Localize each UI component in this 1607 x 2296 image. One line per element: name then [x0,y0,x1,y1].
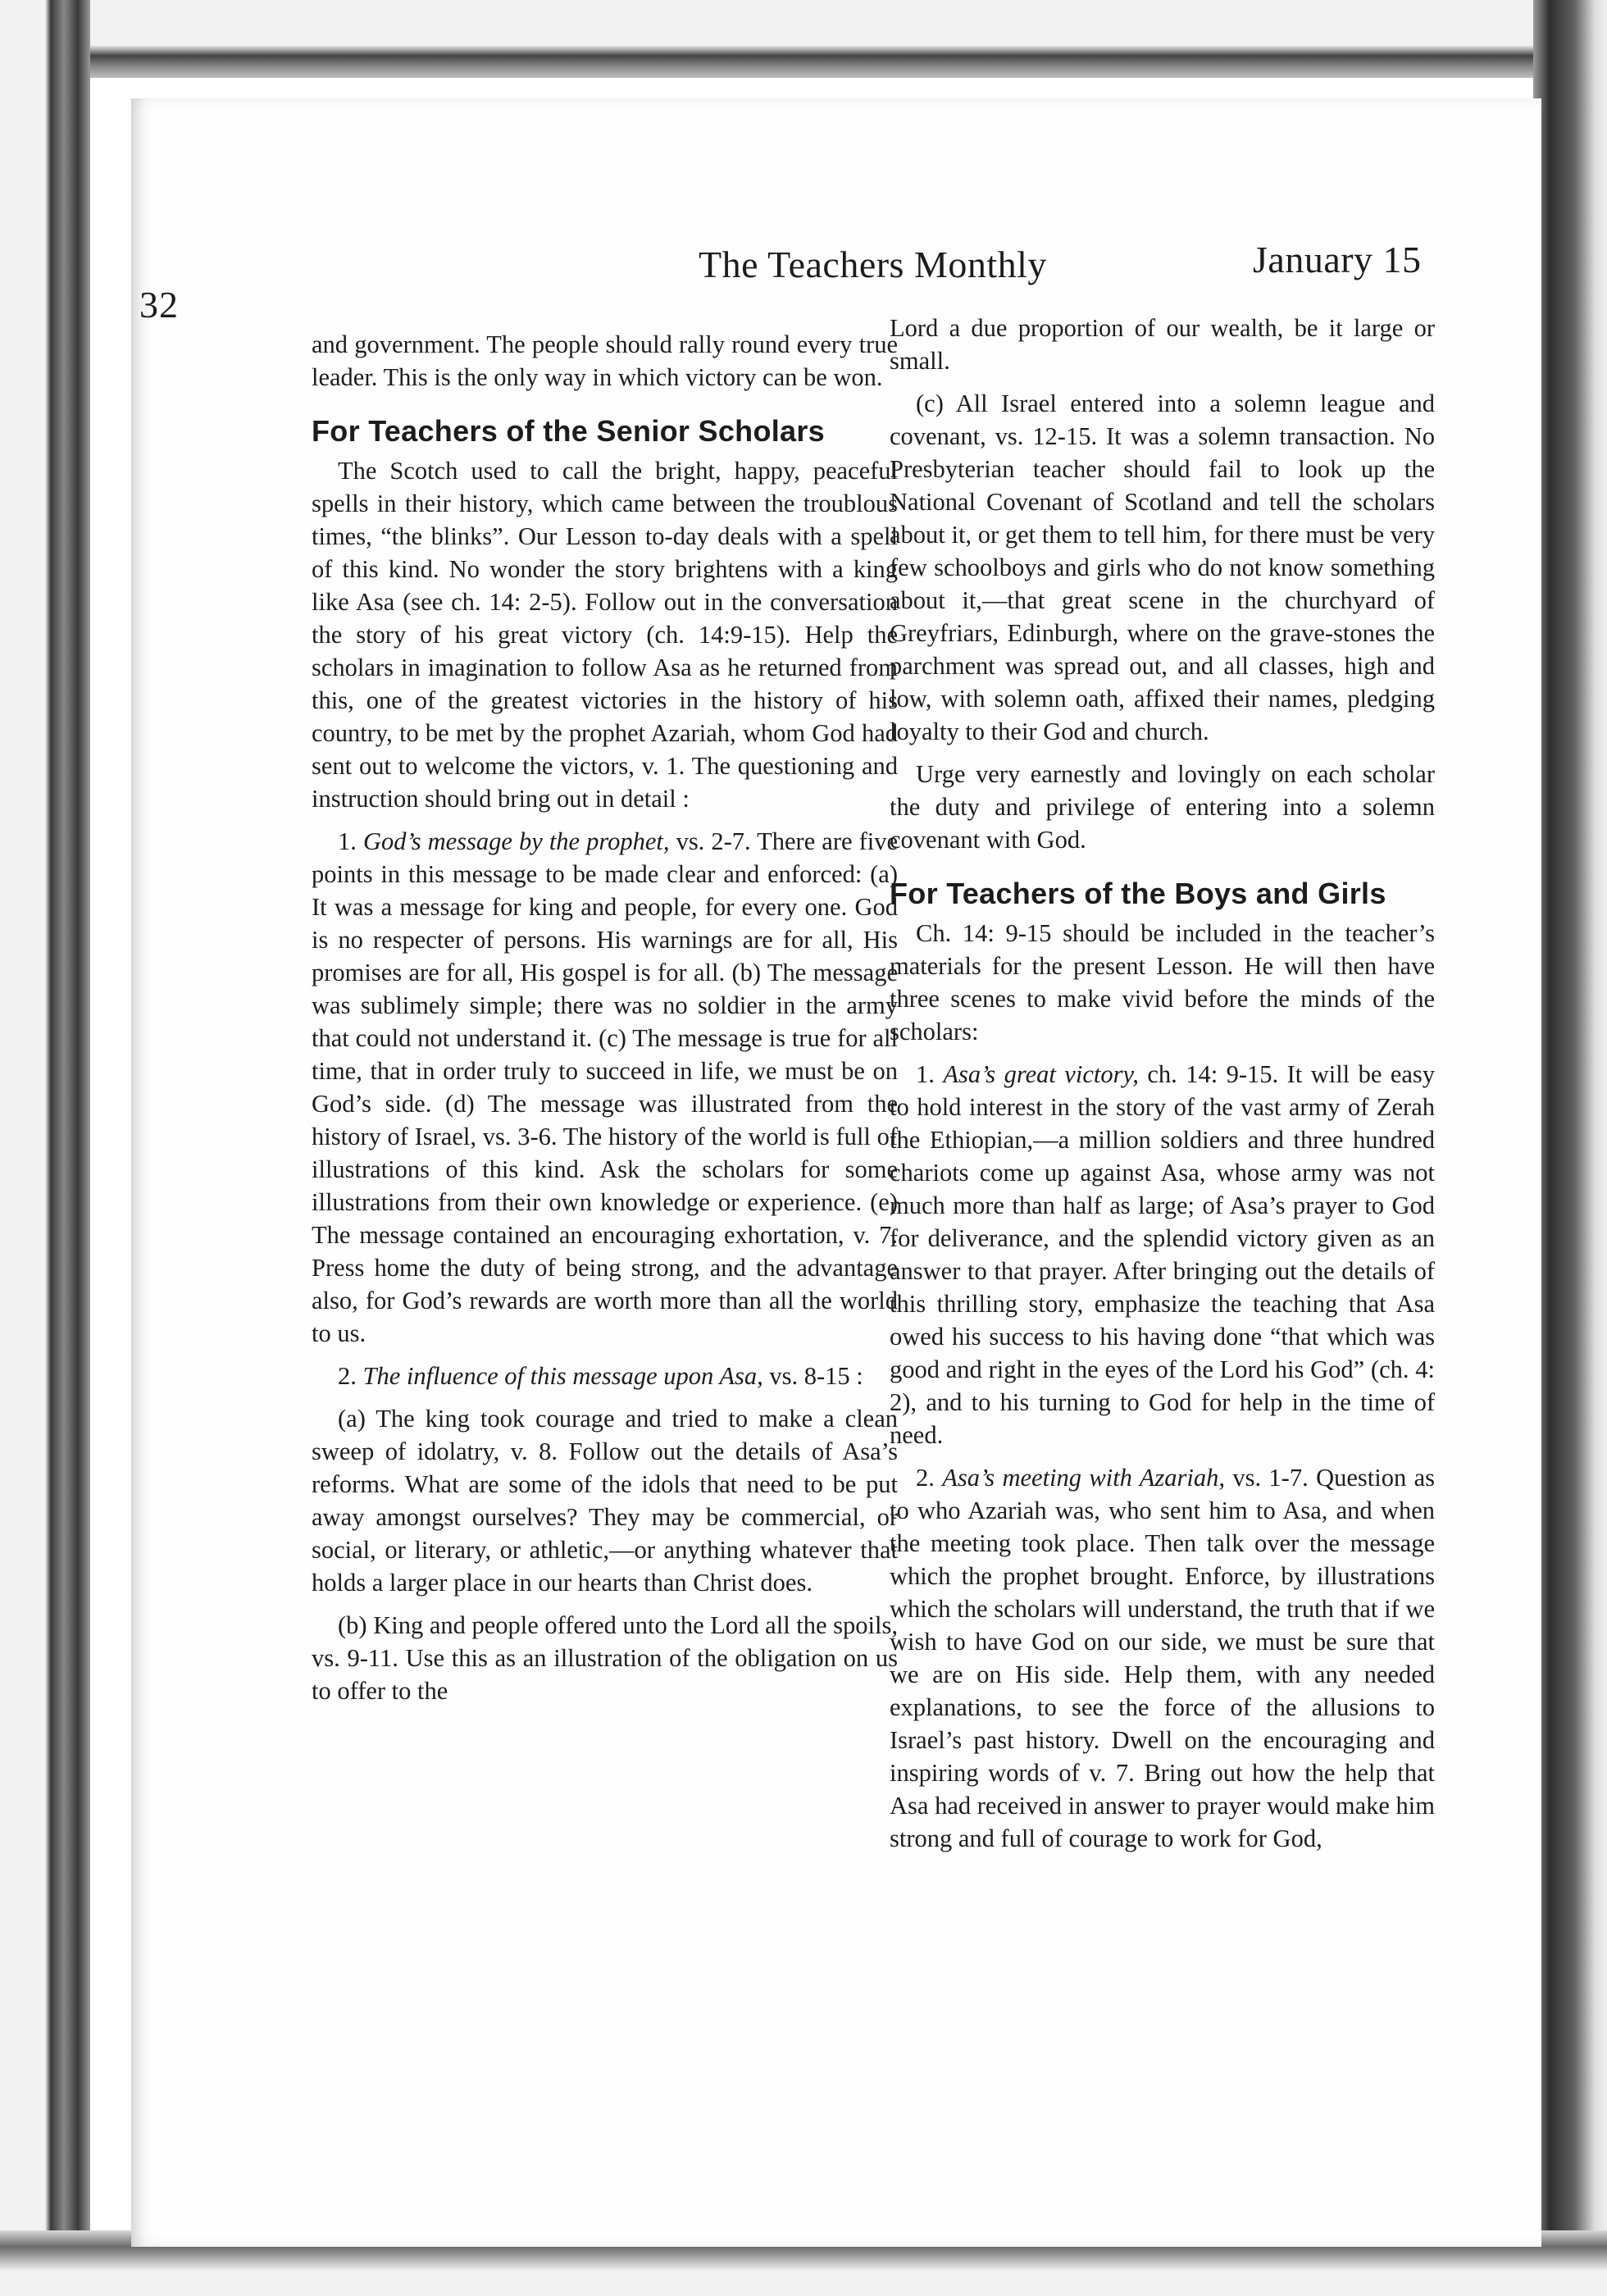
point-number: 2. [338,1362,363,1390]
paragraph: and government. The people should rally round every true leader. This is the only way in which victory can be won. [312,330,898,391]
point-title: God’s message by the prophet, [362,827,670,855]
point-text: ch. 14: 9-15. It will be easy to hold interest in the story of the vast army of Zerah the Ethiopian,—a million soldiers and three hundred chariots come up against Asa, whose army was not much more than half as large; of Asa’s prayer to God for deliverance, and the splendid victory given as an answer to that prayer. After bringing out the details of this thrilling story, emphasize the teaching that Asa owed his success to his having done “that which was good and right in the eyes of the Lord his God” (ch. 4: 2), and to his turning to God for help in the time of need. [890,1060,1436,1449]
paragraph: The Scotch used to call the bright, happy, peaceful spells in their history, which came between the troublous times, “the blinks”. Our Lesson to-day deals with a spell of this kind. No wonder the story brightens with a king like Asa (see ch. 14: 2-5). Follow out in the conversation the story of his great victory (ch. 14:9-15). Help the scholars in imagination to follow Asa as he returned from this, one of the greatest victories in the history of his country, to be met by the prophet Azariah, whom God had sent out to welcome the victors, v. 1. The questioning and instruction should bring out in detail : [312,457,898,813]
point-title: Asa’s great victory, [943,1060,1139,1088]
left-column [312,328,898,1717]
scan-border-right [1533,0,1607,2296]
issue-date: January 15 [1253,239,1422,280]
paragraph: Lord a due proportion of our wealth, be it large or small. [890,314,1435,375]
point-title: The influence of this message upon Asa, [362,1362,763,1390]
section-heading-boys-girls: For Teachers of the Boys and Girls [890,877,1386,910]
point-number: 2. [916,1464,943,1492]
paragraph-point-2 [890,1461,1435,1855]
point-text: vs. 2-7. There are five points in this message to be made clear and enforced: (a) It was a message for king and people, for every one. God is no respecter of persons. His warnings are for all, His promises are for all, His gospel is for all. (b) The message was sublimely simple; there was no soldier in the army that could not understand it. (c) The message is true for all time, that in order truly to succeed in life, we must be on God’s side. (d) The message was illustrated from the history of Israel, vs. 3-6. The history of the world is full of illustrations of this kind. Ask the scholars for some illustrations from their own knowledge or experience. (e) The message contained an encouraging exhortation, v. 7. Press home the duty of being strong, and the advantage also, for God’s rewards are worth more than all the world to us. [312,827,898,1347]
scan-border-left [0,0,90,2296]
point-title: Asa’s meeting with Azariah, [942,1464,1225,1492]
paragraph: (a) The king took courage and tried to make a clean sweep of idolatry, v. 8. Follow out the details of Asa’s reforms. What are some of the idols that need to be put away amongst ourselves? They may be commercial, or social, or literary, or athletic,—or anything whatever that holds a larger place in our hearts than Christ does. [312,1405,898,1597]
paragraph: (c) All Israel entered into a solemn league and covenant, vs. 12-15. It was a solemn transaction. No Presbyterian teacher should fail to look up the National Covenant of Scotland and tell the scholars about it, or get them to tell him, for there must be very few schoolboys and girls who do not know something about it,—that great scene in the churchyard of Greyfriars, Edinburgh, where on the grave-stones the parchment was spread out, and all classes, high and low, with solemn oath, affixed their names, pledging loyalty to their God and church. [890,390,1435,745]
point-text: vs. 8-15 : [763,1362,863,1390]
scan-border-top [0,0,1607,78]
section-heading-senior-scholars: For Teachers of the Senior Scholars [312,414,825,448]
page-number: 32 [139,284,179,326]
paragraph: Urge very earnestly and lovingly on each scholar the duty and privilege of entering into a solemn covenant with God. [890,760,1435,854]
paragraph-point-1 [312,825,898,1350]
right-column [890,312,1435,1865]
paragraph: Ch. 14: 9-15 should be included in the teacher’s materials for the present Lesson. He will then have three scenes to make vivid before the minds of the scholars: [890,919,1435,1046]
point-number: 1. [338,827,363,855]
running-title: The Teachers Monthly [699,244,1047,285]
point-number: 1. [916,1060,944,1088]
paragraph-point-2 [312,1360,898,1392]
paragraph: (b) King and people offered unto the Lord all the spoils, vs. 9-11. Use this as an illustration of the obligation on us to offer to the [312,1611,898,1705]
point-text: vs. 1-7. Question as to who Azariah was, who sent him to Asa, and when the meeting took place. Then talk over the message which the prophet brought. Enforce, by illustrations which the scholars will understand, the truth that if we wish to have God on our side, we must be sure that we are on His side. Help them, with any needed explanations, to see the force of the allusions to Israel’s past history. Dwell on the encouraging and inspiring words of v. 7. Bring out how the help that Asa had received in answer to prayer would make him strong and full of courage to work for God, [890,1464,1435,1852]
paragraph-point-1 [890,1058,1435,1451]
